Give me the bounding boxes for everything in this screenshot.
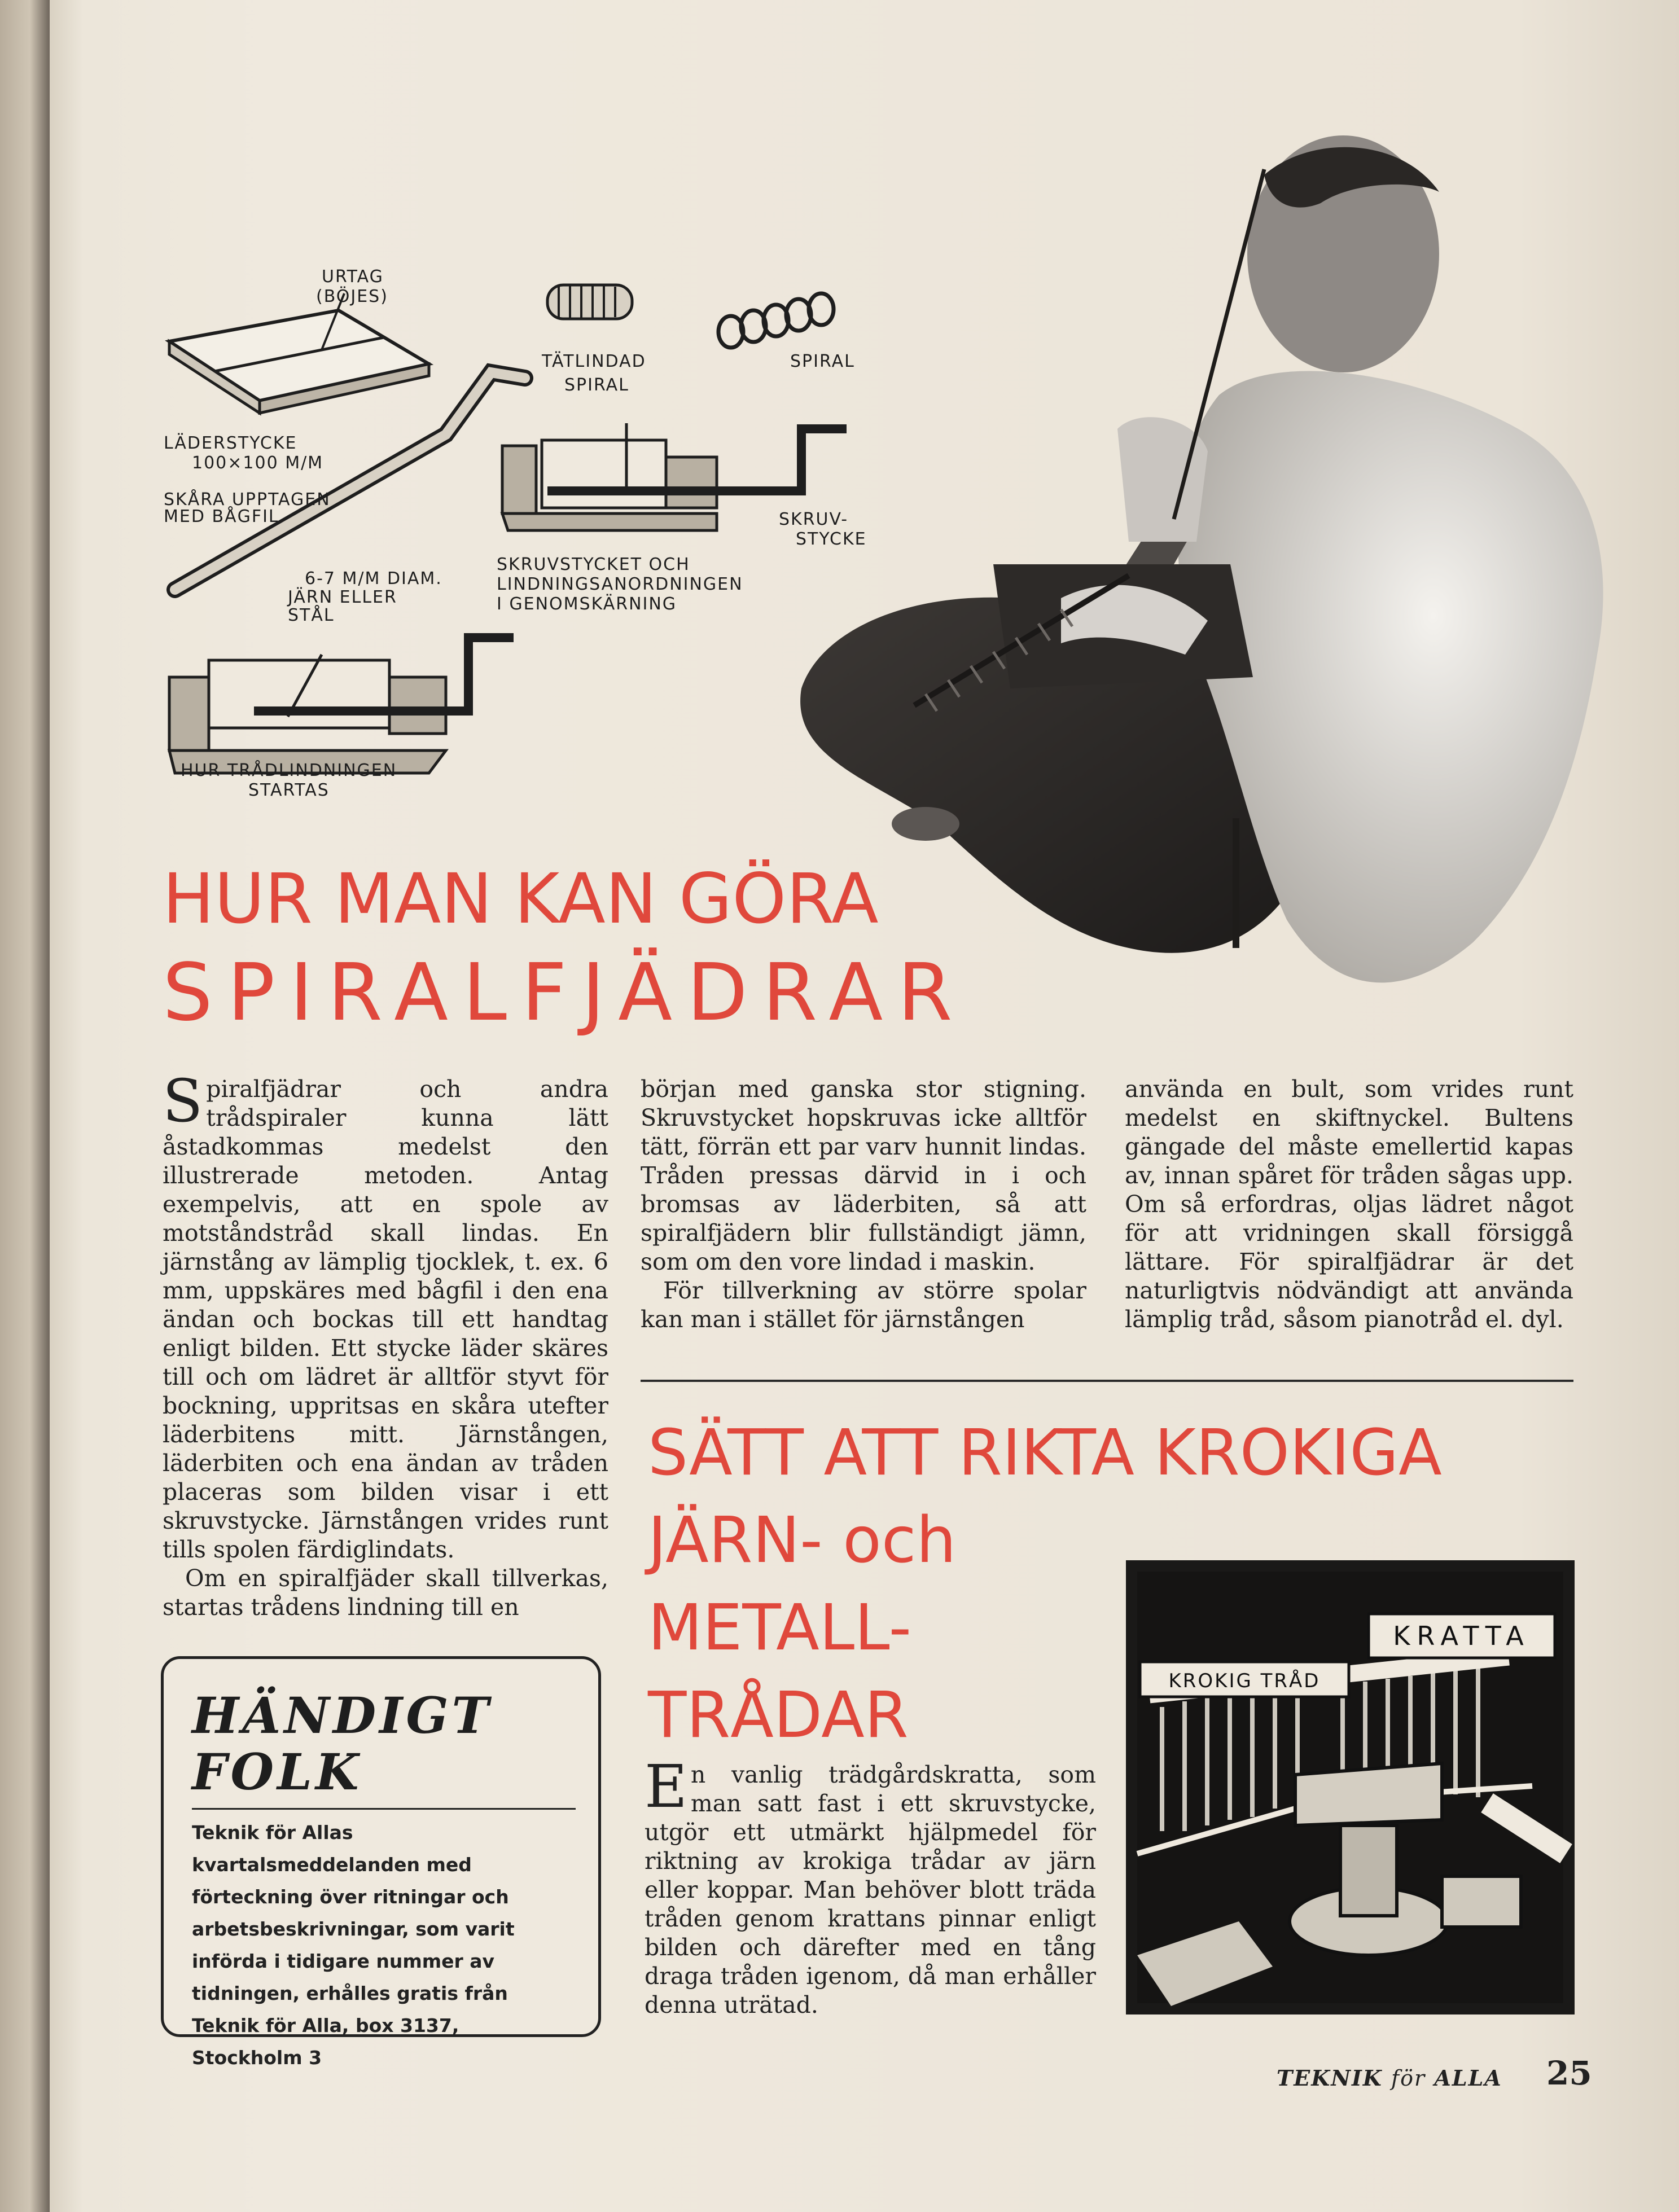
section-divider [641, 1380, 1573, 1382]
label-section-1: SKRUVSTYCKET OCH [497, 555, 690, 574]
man-at-vise-photo [768, 113, 1625, 1044]
sidebox-title-line1: HÄNDIGT [192, 1686, 492, 1745]
label-skruv-1: SKRUV- [779, 510, 849, 529]
label-urtag: URTAG [322, 267, 384, 287]
article2-dropcap: E [645, 1752, 687, 1821]
article1-column-3 [1125, 1075, 1573, 1334]
article1-title-line1: HUR MAN KAN GÖRA [163, 859, 879, 939]
article2-title-line4: TRÅDAR [648, 1679, 909, 1752]
article1-column-2 [641, 1075, 1086, 1334]
label-krokig-trad: KROKIG TRÅD [1168, 1670, 1321, 1692]
label-start-2: STARTAS [248, 780, 330, 800]
page-number: 25 [1546, 2054, 1592, 2092]
article2-body [645, 1752, 1096, 2020]
label-size: 100×100 M/M [192, 453, 324, 473]
article1-col1-paragraph2: Om en spiralfjäder skall tillverkas, startas trådens lindning till en [163, 1565, 608, 1621]
article1-col1-paragraph1: piralfjädrar och andra trådspiraler kunna lätt åstadkommas medelst den illustrerade metoden. Antag exempelvis, att en spole av motståndstråd skall lindas. En järnstång av lämplig tjocklek, t. ex. 6 mm, uppskäres med bågfil i den ena ändan och bockas till ett handtag enligt bilden. Ett stycke läder skäres till och om lädret är alltför styvt för bockning, uppritsas en skåra utefter läderbitens mitt. Järnstången, läderbiten och ena ändan av tråden placeras som bilden visar i ett skruvstycke. Järnstången vrides runt tills spolen färdiglindats. [163, 1076, 608, 1563]
magazine-name-alla: ALLA [1434, 2065, 1502, 2091]
article1-col2-paragraph2: För tillverkning av större spolar kan man i stället för järnstången [641, 1277, 1086, 1333]
article1-column-1 [163, 1066, 608, 1622]
label-bojes: (BÖJES) [316, 287, 388, 306]
article2-title-line3: METALL- [648, 1591, 911, 1665]
article1-title-line2: SPIRALFJÄDRAR [163, 947, 967, 1039]
sidebox-divider [192, 1808, 576, 1810]
article1-col3-paragraph1: använda en bult, som vrides runt medelst en skiftnyckel. Bultens gängade del måste emellertid kapas av, innan spåret för tråden sågas upp. Om så erfordras, oljas lädret något för att vridningen skall försiggå lättare. För spiralfjädrar är det naturligtvis nödvändigt att använda lämplig tråd, såsom pianotråd el. dyl. [1125, 1076, 1573, 1333]
label-diam: 6-7 M/M DIAM. [305, 569, 442, 589]
rake-drawing [1126, 1560, 1575, 2014]
handigt-folk-box [161, 1656, 601, 2069]
magazine-name [1277, 2065, 1502, 2091]
label-jarn: JÄRN ELLER [288, 587, 397, 607]
label-skruv-2: STYCKE [796, 529, 867, 549]
label-section-2: LINDNINGSANORDNINGEN [497, 574, 743, 594]
article1-dropcap: S [163, 1066, 203, 1135]
label-spiral: SPIRAL [790, 352, 855, 371]
article1-col2-paragraph1: början med ganska stor stigning. Skruvstycket hopskruvas icke alltför tätt, förrän ett par varv hunnit lindas. Tråden pressas därvid in i och bromsas av läderbiten, så att spiralfjädern blir fullständigt jämn, som om den vore lindad i maskin. [641, 1076, 1086, 1275]
label-tatlindad: TÄTLINDAD [542, 352, 646, 371]
rake-illustration [1126, 1560, 1575, 2014]
tight-coil-drawing [547, 285, 632, 319]
label-skara-2: MED BÅGFIL [164, 507, 279, 526]
article2-title-line2: JÄRN- och [648, 1504, 957, 1577]
article2-paragraph: n vanlig trädgårdskratta, som man satt fast i ett skruvstycke, utgör ett utmärkt hjälpmedel för riktning av krokiga trådar av järn eller koppar. Man behöver blott träda tråden genom krattans pinnar enligt bilden och därefter med en tång draga tråden igenom, då man erhåller denna uträtad. [645, 1761, 1096, 2018]
binding-edge [0, 0, 50, 2212]
leather-piece-drawing [169, 293, 429, 413]
label-start-1: HUR TRÅDLINDNINGEN [181, 761, 397, 780]
winding-start-drawing [169, 638, 514, 773]
label-spiral-small: SPIRAL [564, 375, 629, 395]
label-section-3: I GENOMSKÄRNING [497, 594, 677, 614]
label-skara-1: SKÅRA UPPTAGEN [164, 490, 331, 510]
sidebox-title-line2: FOLK [192, 1743, 362, 1801]
label-laderstycke: LÄDERSTYCKE [164, 433, 297, 453]
article2-title-line1: SÄTT ATT RIKTA KROKIGA [648, 1416, 1442, 1490]
label-kratta: KRATTA [1393, 1621, 1531, 1651]
label-stal: STÅL [288, 605, 335, 625]
magazine-name-teknik: TEKNIK [1277, 2065, 1383, 2091]
sidebox-text: Teknik för Allas kvartalsmeddelanden med förteckning över ritningar och arbetsbeskrivningar, som varit införda i tidigare nummer av tidningen, erhålles gratis från Teknik för Alla, box 3137, Stockholm 3 [192, 1822, 515, 2069]
magazine-name-for: för [1391, 2066, 1426, 2091]
